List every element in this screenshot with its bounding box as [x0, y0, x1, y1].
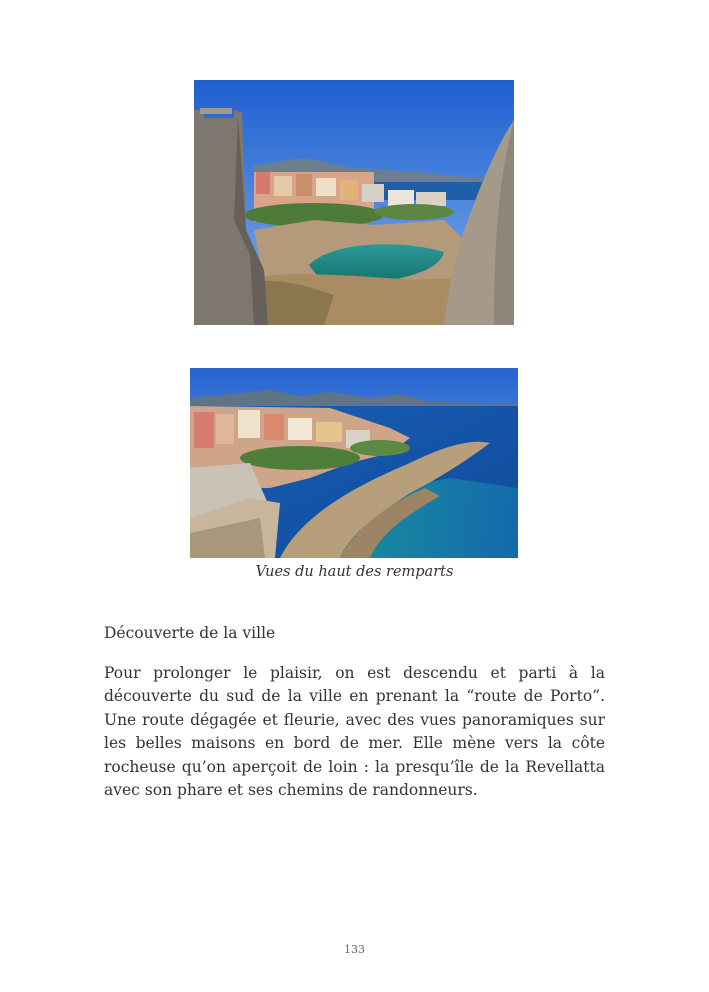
cove-illustration: [194, 80, 514, 325]
page-number: 133: [344, 943, 365, 956]
rampart-view-photo-1: [194, 80, 514, 325]
section-heading: Découverte de la ville: [104, 624, 276, 642]
body-paragraph: Pour prolonger le plaisir, on est descendu et parti à la découverte du sud de la ville en prenant la “route de Porto”. Une route dégagée et fleurie, avec des vues panoramiques sur les belles maisons en bord de mer. Elle mène vers la côte rocheuse qu’on aperçoit de loin : la presqu’île de la Revellatta avec son phare et ses chemins de randonneurs.: [104, 664, 605, 800]
rampart-view-photo-2: [190, 368, 518, 558]
coast-illustration: [190, 368, 518, 558]
figure-caption: Vues du haut des remparts: [255, 564, 454, 580]
